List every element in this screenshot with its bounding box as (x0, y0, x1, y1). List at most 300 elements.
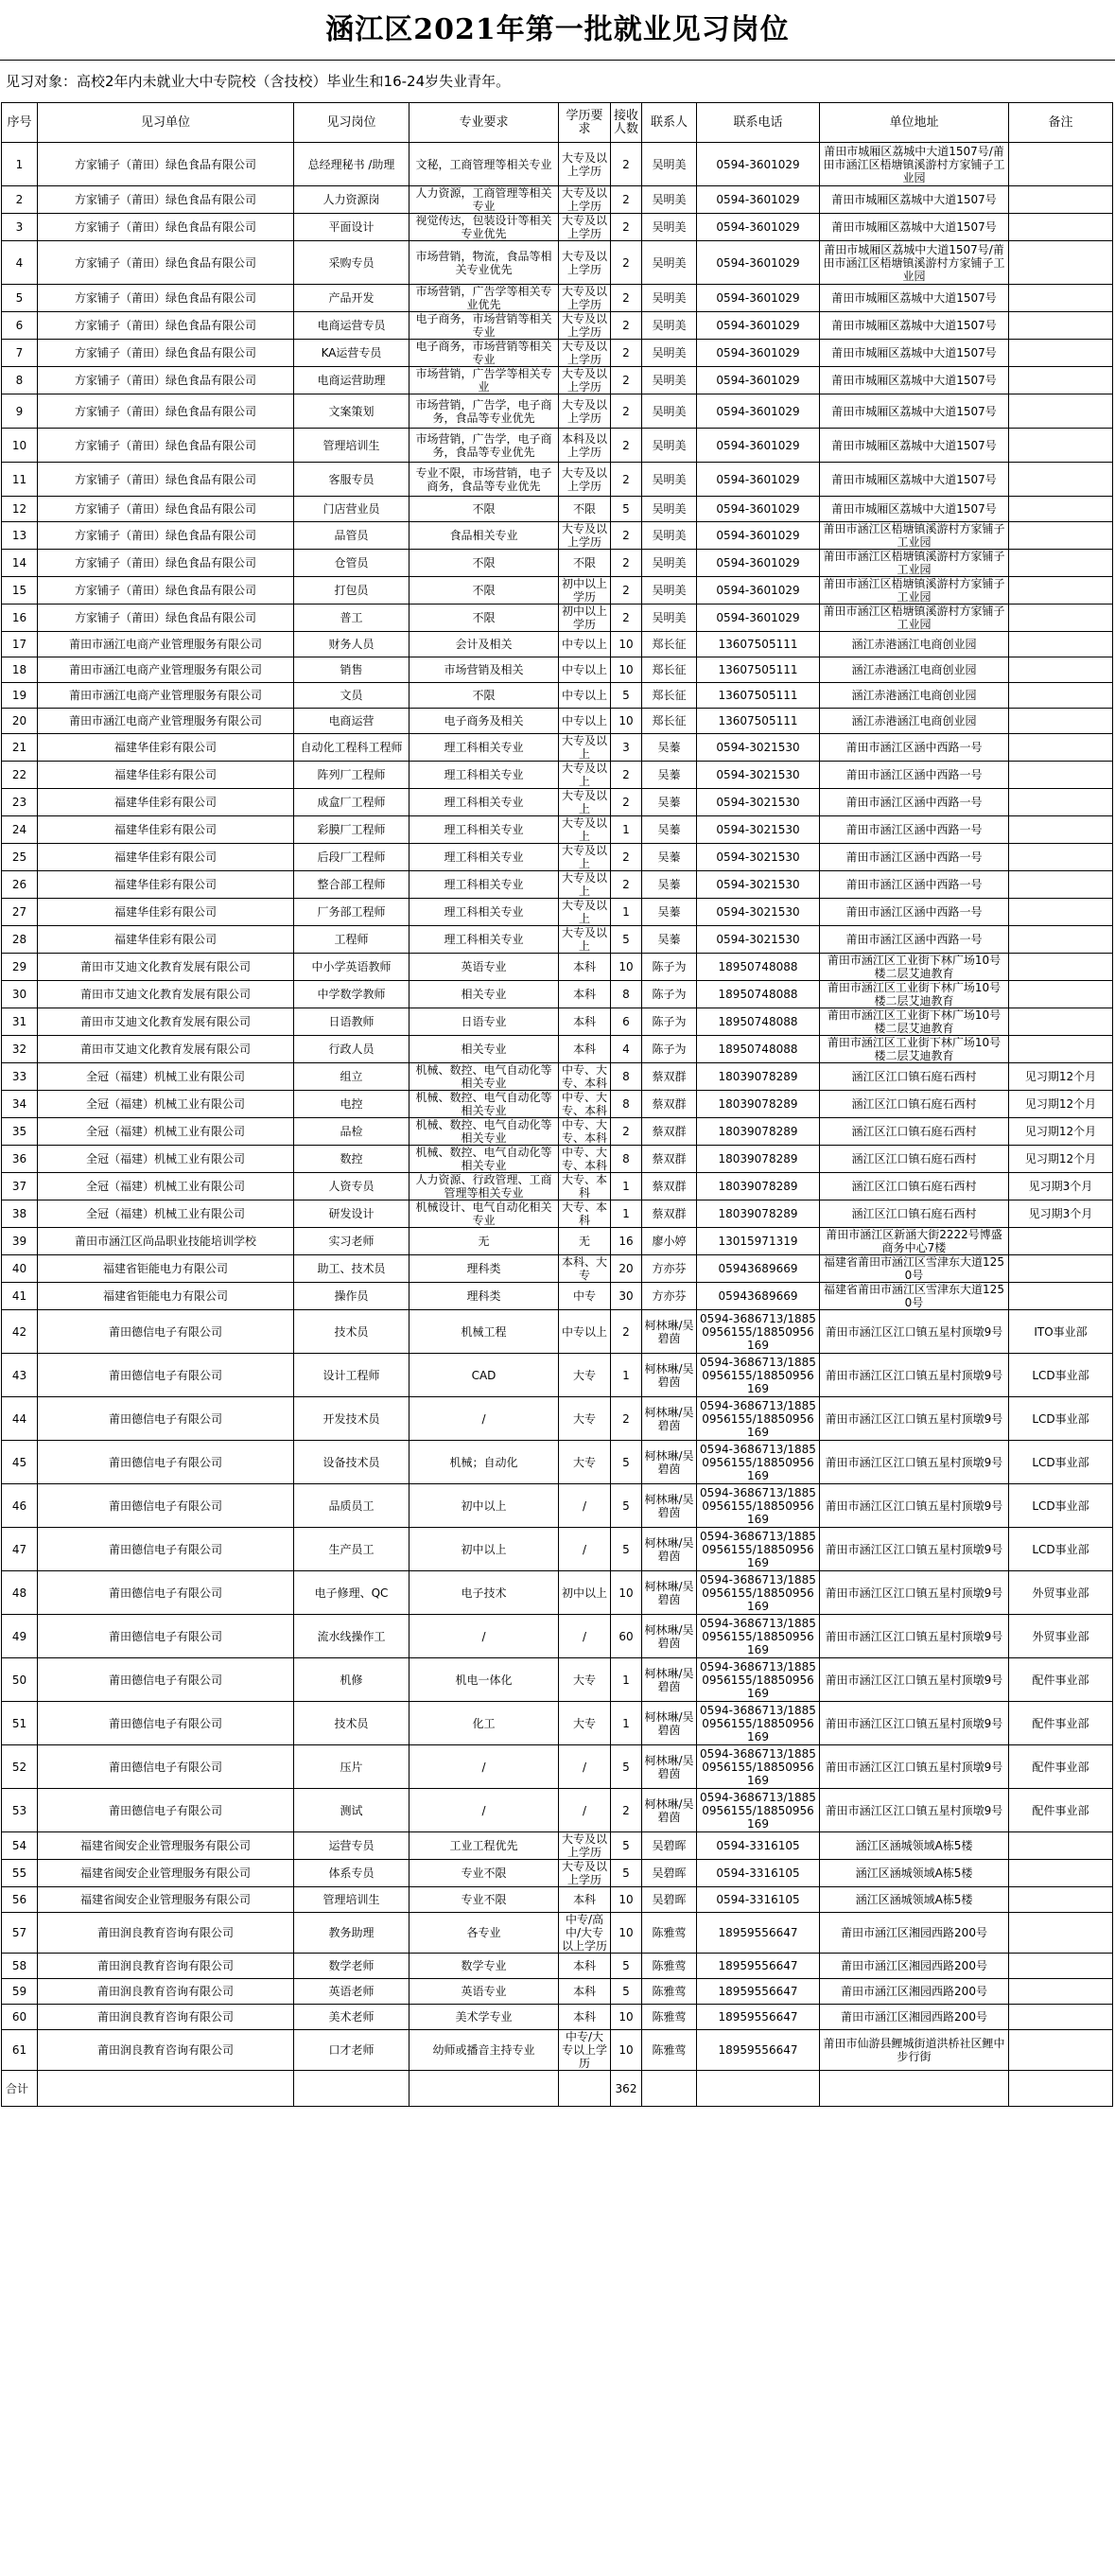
major-requirement: 会计及相关 (409, 632, 559, 657)
company-name: 福建省闽安企业管理服务有限公司 (38, 1832, 294, 1860)
empty-cell (820, 2071, 1009, 2107)
company-name: 方家铺子（莆田）绿色食品有限公司 (38, 394, 294, 429)
headcount: 2 (611, 285, 642, 312)
remark (1009, 550, 1113, 577)
major-requirement: 美术学专业 (409, 2005, 559, 2030)
headcount: 1 (611, 1173, 642, 1200)
company-address: 莆田市城厢区荔城中大道1507号 (820, 497, 1009, 522)
contact-phone: 18039078289 (697, 1063, 820, 1091)
headcount: 1 (611, 1658, 642, 1702)
table-row (2, 632, 1113, 657)
remark (1009, 734, 1113, 762)
contact-phone: 0594-3601029 (697, 340, 820, 367)
remark (1009, 789, 1113, 816)
company-address: 涵江区江口镇石庭石西村 (820, 1173, 1009, 1200)
education-requirement: 本科 (559, 1008, 611, 1036)
company-address: 莆田市城厢区荔城中大道1507号 (820, 186, 1009, 214)
company-address: 莆田市涵江区江口镇五星村顶墩9号 (820, 1528, 1009, 1571)
table-row (2, 926, 1113, 954)
row-number: 60 (2, 2005, 38, 2030)
row-number: 10 (2, 429, 38, 463)
education-requirement: 中专以上 (559, 657, 611, 683)
contact-phone: 0594-3316105 (697, 1887, 820, 1913)
row-number: 20 (2, 709, 38, 734)
table-row (2, 789, 1113, 816)
row-number: 33 (2, 1063, 38, 1091)
contact-person: 蔡双群 (642, 1063, 697, 1091)
major-requirement: / (409, 1615, 559, 1658)
remark (1009, 816, 1113, 844)
remark (1009, 463, 1113, 497)
row-number: 24 (2, 816, 38, 844)
company-address: 莆田市城厢区荔城中大道1507号 (820, 463, 1009, 497)
contact-phone: 0594-3021530 (697, 926, 820, 954)
company-address: 涵江区江口镇石庭石西村 (820, 1118, 1009, 1146)
education-requirement: 本科、大专 (559, 1255, 611, 1283)
remark: ITO事业部 (1009, 1310, 1113, 1354)
contact-phone: 18039078289 (697, 1146, 820, 1173)
position: 厂务部工程师 (294, 899, 409, 926)
company-address: 涵江赤港涵江电商创业园 (820, 683, 1009, 709)
education-requirement: 大专及以上 (559, 762, 611, 789)
company-address: 莆田市涵江区江口镇五星村顶墩9号 (820, 1354, 1009, 1397)
major-requirement: 不限 (409, 497, 559, 522)
headcount: 5 (611, 497, 642, 522)
table-row (2, 1091, 1113, 1118)
row-number: 39 (2, 1228, 38, 1255)
education-requirement: 大专及以上学历 (559, 522, 611, 550)
position: 自动化工程科工程师 (294, 734, 409, 762)
headcount: 2 (611, 871, 642, 899)
contact-phone: 13607505111 (697, 632, 820, 657)
major-requirement: 专业不限 (409, 1887, 559, 1913)
remark: 配件事业部 (1009, 1789, 1113, 1832)
company-name: 方家铺子（莆田）绿色食品有限公司 (38, 214, 294, 241)
company-address: 莆田市城厢区荔城中大道1507号 (820, 340, 1009, 367)
education-requirement: 不限 (559, 497, 611, 522)
company-address: 福建省莆田市涵江区雪津东大道1250号 (820, 1283, 1009, 1310)
contact-phone: 05943689669 (697, 1283, 820, 1310)
row-number: 15 (2, 577, 38, 605)
table-row (2, 1036, 1113, 1063)
company-address: 莆田市涵江区江口镇五星村顶墩9号 (820, 1397, 1009, 1441)
education-requirement: 中专以上 (559, 1310, 611, 1354)
company-name: 莆田德信电子有限公司 (38, 1397, 294, 1441)
company-address: 莆田市涵江区江口镇五星村顶墩9号 (820, 1571, 1009, 1615)
company-address: 莆田市涵江区湘园西路200号 (820, 1954, 1009, 1979)
row-number: 34 (2, 1091, 38, 1118)
header-cell: 学历要求 (559, 103, 611, 143)
headcount: 1 (611, 1354, 642, 1397)
table-row (2, 1173, 1113, 1200)
major-requirement: 市场营销，广告学等相关专业 (409, 367, 559, 394)
headcount: 2 (611, 789, 642, 816)
position: 平面设计 (294, 214, 409, 241)
remark (1009, 1228, 1113, 1255)
contact-person: 吴明美 (642, 340, 697, 367)
major-requirement: 理工科相关专业 (409, 789, 559, 816)
company-address: 莆田市涵江区新涵大街2222号博盛商务中心7楼 (820, 1228, 1009, 1255)
company-name: 莆田市涵江电商产业管理服务有限公司 (38, 709, 294, 734)
position: 压片 (294, 1745, 409, 1789)
education-requirement: 中专、大专、本科 (559, 1063, 611, 1091)
contact-phone: 0594-3601029 (697, 241, 820, 285)
contact-phone: 18950748088 (697, 1008, 820, 1036)
company-address: 莆田市涵江区江口镇五星村顶墩9号 (820, 1702, 1009, 1745)
row-number: 52 (2, 1745, 38, 1789)
remark (1009, 762, 1113, 789)
education-requirement: 本科 (559, 1036, 611, 1063)
contact-person: 陈子为 (642, 1036, 697, 1063)
row-number: 30 (2, 981, 38, 1008)
table-row (2, 683, 1113, 709)
company-name: 福建华佳彩有限公司 (38, 816, 294, 844)
contact-phone: 0594-3601029 (697, 312, 820, 340)
education-requirement: 大专、本科 (559, 1200, 611, 1228)
remark: 见习期12个月 (1009, 1118, 1113, 1146)
company-name: 方家铺子（莆田）绿色食品有限公司 (38, 241, 294, 285)
contact-person: 吴蓁 (642, 816, 697, 844)
position: 电商运营助理 (294, 367, 409, 394)
education-requirement: 大专及以上 (559, 816, 611, 844)
education-requirement: 大专 (559, 1354, 611, 1397)
remark (1009, 429, 1113, 463)
table-row (2, 1702, 1113, 1745)
education-requirement: 大专及以上 (559, 871, 611, 899)
contact-phone: 0594-3021530 (697, 789, 820, 816)
row-number: 8 (2, 367, 38, 394)
contact-phone: 0594-3686713/18850956155/18850956169 (697, 1702, 820, 1745)
table-row (2, 394, 1113, 429)
position: 后段厂工程师 (294, 844, 409, 871)
remark: 配件事业部 (1009, 1658, 1113, 1702)
headcount: 5 (611, 926, 642, 954)
company-name: 福建华佳彩有限公司 (38, 762, 294, 789)
education-requirement: 大专及以上学历 (559, 214, 611, 241)
contact-person: 吴蓁 (642, 789, 697, 816)
education-requirement: 大专及以上学历 (559, 340, 611, 367)
position: KA运营专员 (294, 340, 409, 367)
headcount: 2 (611, 762, 642, 789)
company-name: 方家铺子（莆田）绿色食品有限公司 (38, 186, 294, 214)
headcount: 1 (611, 899, 642, 926)
table-row (2, 1832, 1113, 1860)
contact-person: 吴明美 (642, 429, 697, 463)
major-requirement: 理工科相关专业 (409, 844, 559, 871)
row-number: 9 (2, 394, 38, 429)
education-requirement: 本科 (559, 2005, 611, 2030)
contact-phone: 18950748088 (697, 954, 820, 981)
company-name: 福建华佳彩有限公司 (38, 789, 294, 816)
company-name: 全冠（福建）机械工业有限公司 (38, 1200, 294, 1228)
education-requirement: 初中以上 (559, 1571, 611, 1615)
position: 财务人员 (294, 632, 409, 657)
remark (1009, 1832, 1113, 1860)
company-address: 涵江区江口镇石庭石西村 (820, 1146, 1009, 1173)
table-row (2, 522, 1113, 550)
position: 日语教师 (294, 1008, 409, 1036)
table-row (2, 497, 1113, 522)
table-row (2, 214, 1113, 241)
position: 数学老师 (294, 1954, 409, 1979)
remark (1009, 1036, 1113, 1063)
row-number: 49 (2, 1615, 38, 1658)
company-name: 方家铺子（莆田）绿色食品有限公司 (38, 285, 294, 312)
headcount: 2 (611, 340, 642, 367)
position: 实习老师 (294, 1228, 409, 1255)
table-row (2, 816, 1113, 844)
major-requirement: 视觉传达，包装设计等相关专业优先 (409, 214, 559, 241)
header-cell: 序号 (2, 103, 38, 143)
major-requirement: 机械设计、电气自动化相关专业 (409, 1200, 559, 1228)
education-requirement: / (559, 1615, 611, 1658)
company-name: 方家铺子（莆田）绿色食品有限公司 (38, 463, 294, 497)
major-requirement: 初中以上 (409, 1528, 559, 1571)
contact-person: 吴蓁 (642, 762, 697, 789)
table-row (2, 1441, 1113, 1484)
position: 设计工程师 (294, 1354, 409, 1397)
major-requirement: 机械、数控、电气自动化等相关专业 (409, 1146, 559, 1173)
position: 流水线操作工 (294, 1615, 409, 1658)
contact-person: 吴明美 (642, 186, 697, 214)
remark (1009, 926, 1113, 954)
headcount: 3 (611, 734, 642, 762)
remark (1009, 1255, 1113, 1283)
education-requirement: 大专及以上学历 (559, 1832, 611, 1860)
position: 门店营业员 (294, 497, 409, 522)
headcount: 10 (611, 657, 642, 683)
contact-phone: 0594-3601029 (697, 577, 820, 605)
remark (1009, 577, 1113, 605)
contact-person: 蔡双群 (642, 1200, 697, 1228)
company-name: 莆田润良教育咨询有限公司 (38, 1913, 294, 1954)
company-address: 莆田市城厢区荔城中大道1507号 (820, 429, 1009, 463)
contact-phone: 18039078289 (697, 1173, 820, 1200)
position: 人资专员 (294, 1173, 409, 1200)
empty-cell (1009, 2071, 1113, 2107)
education-requirement: 初中以上学历 (559, 577, 611, 605)
major-requirement: 不限 (409, 550, 559, 577)
company-name: 莆田市涵江电商产业管理服务有限公司 (38, 657, 294, 683)
company-address: 莆田市涵江区涵中西路一号 (820, 926, 1009, 954)
major-requirement: 初中以上 (409, 1484, 559, 1528)
major-requirement: 理工科相关专业 (409, 871, 559, 899)
table-row (2, 1283, 1113, 1310)
company-address: 莆田市涵江区工业街下林广场10号楼二层艾迪教育 (820, 981, 1009, 1008)
table-row (2, 1913, 1113, 1954)
education-requirement: 中专、大专、本科 (559, 1118, 611, 1146)
table-row (2, 1255, 1113, 1283)
header-cell: 接收人数 (611, 103, 642, 143)
row-number: 17 (2, 632, 38, 657)
contact-phone: 0594-3686713/18850956155/18850956169 (697, 1310, 820, 1354)
contact-person: 廖小婷 (642, 1228, 697, 1255)
remark (1009, 367, 1113, 394)
contact-person: 柯林琳/吴碧茵 (642, 1441, 697, 1484)
major-requirement: 机械；自动化 (409, 1441, 559, 1484)
company-name: 莆田市艾迪文化教育发展有限公司 (38, 981, 294, 1008)
major-requirement: 相关专业 (409, 1036, 559, 1063)
headcount: 10 (611, 632, 642, 657)
position: 操作员 (294, 1283, 409, 1310)
major-requirement: 市场营销，广告学等相关专业优先 (409, 285, 559, 312)
empty-cell (559, 2071, 611, 2107)
company-address: 福建省莆田市涵江区雪津东大道1250号 (820, 1255, 1009, 1283)
education-requirement: 大专、本科 (559, 1173, 611, 1200)
company-address: 涵江赤港涵江电商创业园 (820, 657, 1009, 683)
contact-person: 方亦芬 (642, 1255, 697, 1283)
row-number: 7 (2, 340, 38, 367)
headcount: 2 (611, 143, 642, 186)
contact-phone: 0594-3686713/18850956155/18850956169 (697, 1789, 820, 1832)
row-number: 38 (2, 1200, 38, 1228)
major-requirement: 人力资源、行政管理、工商管理等相关专业 (409, 1173, 559, 1200)
contact-phone: 0594-3686713/18850956155/18850956169 (697, 1745, 820, 1789)
education-requirement: 大专及以上学历 (559, 186, 611, 214)
company-address: 莆田市涵江区涵中西路一号 (820, 762, 1009, 789)
table-row (2, 1528, 1113, 1571)
company-address: 涵江区江口镇石庭石西村 (820, 1091, 1009, 1118)
education-requirement: 中专 (559, 1283, 611, 1310)
row-number: 53 (2, 1789, 38, 1832)
major-requirement: / (409, 1397, 559, 1441)
company-address: 莆田市涵江区江口镇五星村顶墩9号 (820, 1745, 1009, 1789)
contact-phone: 0594-3686713/18850956155/18850956169 (697, 1615, 820, 1658)
remark (1009, 605, 1113, 632)
company-name: 莆田市涵江区尚品职业技能培训学校 (38, 1228, 294, 1255)
company-address: 涵江区涵城领域A栋5楼 (820, 1860, 1009, 1887)
education-requirement: 大专及以上学历 (559, 143, 611, 186)
remark (1009, 683, 1113, 709)
contact-phone: 0594-3601029 (697, 394, 820, 429)
headcount: 10 (611, 2005, 642, 2030)
company-address: 莆田市涵江区湘园西路200号 (820, 1913, 1009, 1954)
company-address: 莆田市涵江区江口镇五星村顶墩9号 (820, 1310, 1009, 1354)
contact-phone: 0594-3601029 (697, 186, 820, 214)
position: 口才老师 (294, 2030, 409, 2071)
contact-person: 吴明美 (642, 463, 697, 497)
contact-phone: 18959556647 (697, 1913, 820, 1954)
contact-person: 郑长征 (642, 709, 697, 734)
position: 品质员工 (294, 1484, 409, 1528)
remark: 见习期12个月 (1009, 1063, 1113, 1091)
contact-person: 柯林琳/吴碧茵 (642, 1658, 697, 1702)
company-address: 莆田市涵江区工业街下林广场10号楼二层艾迪教育 (820, 1008, 1009, 1036)
position: 产品开发 (294, 285, 409, 312)
header-cell: 备注 (1009, 103, 1113, 143)
company-name: 全冠（福建）机械工业有限公司 (38, 1173, 294, 1200)
major-requirement: 机械、数控、电气自动化等相关专业 (409, 1091, 559, 1118)
headcount: 10 (611, 954, 642, 981)
contact-person: 柯林琳/吴碧茵 (642, 1310, 697, 1354)
row-number: 11 (2, 463, 38, 497)
row-number: 29 (2, 954, 38, 981)
major-requirement: 市场营销，物流，食品等相关专业优先 (409, 241, 559, 285)
contact-person: 吴明美 (642, 143, 697, 186)
contact-person: 郑长征 (642, 657, 697, 683)
headcount: 60 (611, 1615, 642, 1658)
major-requirement: 理工科相关专业 (409, 899, 559, 926)
remark: 见习期3个月 (1009, 1200, 1113, 1228)
contact-phone: 0594-3601029 (697, 367, 820, 394)
row-number: 1 (2, 143, 38, 186)
row-number: 44 (2, 1397, 38, 1441)
remark: 配件事业部 (1009, 1702, 1113, 1745)
table-row (2, 981, 1113, 1008)
education-requirement: / (559, 1528, 611, 1571)
row-number: 6 (2, 312, 38, 340)
major-requirement: CAD (409, 1354, 559, 1397)
major-requirement: 市场营销，广告学，电子商务，食品等专业优先 (409, 429, 559, 463)
company-name: 莆田德信电子有限公司 (38, 1484, 294, 1528)
education-requirement: 大专及以上 (559, 844, 611, 871)
position: 技术员 (294, 1310, 409, 1354)
company-address: 莆田市涵江区湘园西路200号 (820, 1979, 1009, 2005)
remark (1009, 1860, 1113, 1887)
major-requirement: 人力资源，工商管理等相关专业 (409, 186, 559, 214)
table-row (2, 1397, 1113, 1441)
position: 测试 (294, 1789, 409, 1832)
row-number: 36 (2, 1146, 38, 1173)
major-requirement: 英语专业 (409, 954, 559, 981)
row-number: 19 (2, 683, 38, 709)
company-name: 莆田润良教育咨询有限公司 (38, 1979, 294, 2005)
headcount: 1 (611, 1200, 642, 1228)
company-name: 方家铺子（莆田）绿色食品有限公司 (38, 550, 294, 577)
education-requirement: 大专及以上 (559, 789, 611, 816)
education-requirement: 中专/高中/大专以上学历 (559, 1913, 611, 1954)
headcount: 2 (611, 394, 642, 429)
company-address: 莆田市涵江区江口镇五星村顶墩9号 (820, 1789, 1009, 1832)
major-requirement: 无 (409, 1228, 559, 1255)
contact-phone: 0594-3601029 (697, 143, 820, 186)
table-row (2, 844, 1113, 871)
headcount: 2 (611, 1789, 642, 1832)
education-requirement: 本科及以上学历 (559, 429, 611, 463)
position: 组立 (294, 1063, 409, 1091)
position: 电控 (294, 1091, 409, 1118)
headcount: 2 (611, 312, 642, 340)
position: 研发设计 (294, 1200, 409, 1228)
company-address: 莆田市涵江区江口镇五星村顶墩9号 (820, 1441, 1009, 1484)
company-address: 莆田市城厢区荔城中大道1507号 (820, 312, 1009, 340)
education-requirement: 大专及以上学历 (559, 312, 611, 340)
contact-phone: 0594-3021530 (697, 871, 820, 899)
contact-person: 郑长征 (642, 683, 697, 709)
remark (1009, 2030, 1113, 2071)
table-row (2, 899, 1113, 926)
row-number: 25 (2, 844, 38, 871)
table-row (2, 709, 1113, 734)
row-number: 43 (2, 1354, 38, 1397)
remark: 外贸事业部 (1009, 1615, 1113, 1658)
company-address: 莆田市仙游县鲤城街道洪桥社区鲤中步行街 (820, 2030, 1009, 2071)
header-cell: 专业要求 (409, 103, 559, 143)
company-address: 莆田市城厢区荔城中大道1507号/莆田市涵江区梧塘镇溪游村方家铺子工业园 (820, 143, 1009, 186)
company-address: 莆田市城厢区荔城中大道1507号/莆田市涵江区梧塘镇溪游村方家铺子工业园 (820, 241, 1009, 285)
remark: LCD事业部 (1009, 1441, 1113, 1484)
remark (1009, 1887, 1113, 1913)
headcount: 20 (611, 1255, 642, 1283)
position: 管理培训生 (294, 429, 409, 463)
row-number: 37 (2, 1173, 38, 1200)
position: 开发技术员 (294, 1397, 409, 1441)
headcount: 5 (611, 683, 642, 709)
headcount: 5 (611, 1979, 642, 2005)
major-requirement: 幼师或播音主持专业 (409, 2030, 559, 2071)
contact-person: 吴明美 (642, 214, 697, 241)
table-row (2, 1354, 1113, 1397)
